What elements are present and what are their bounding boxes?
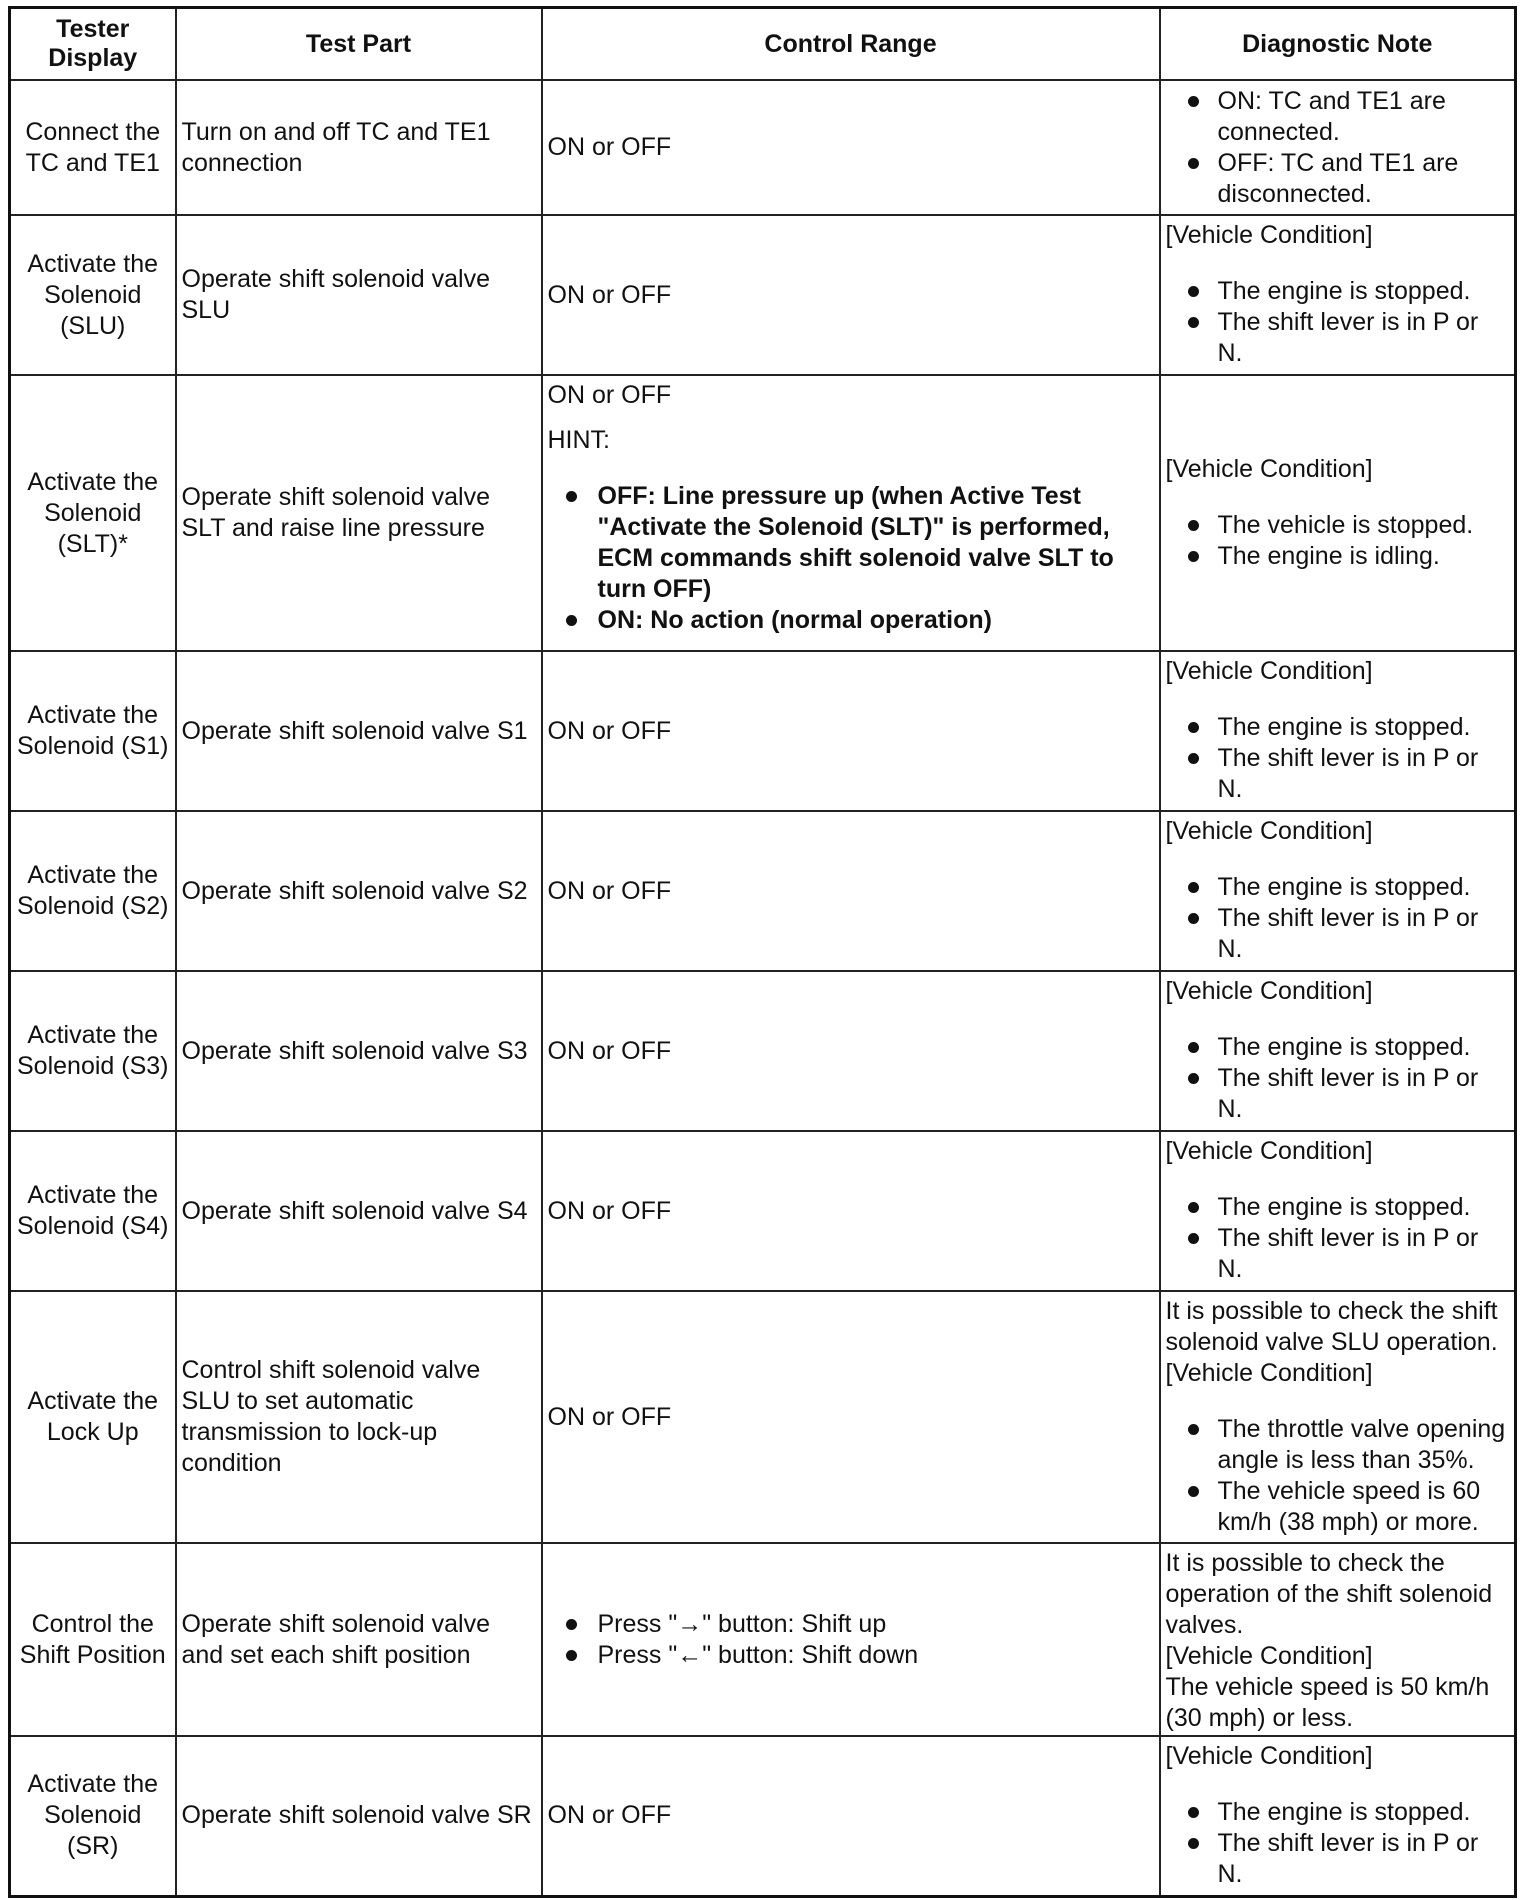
table-row [10, 1543, 1516, 1736]
hint-bullet: ON: No action (normal operation) [566, 605, 1154, 636]
vehicle-condition-label: [Vehicle Condition] [1165, 977, 1373, 1005]
diagnostic-note-cell [1160, 651, 1516, 811]
diagnostic-note-cell [1160, 1736, 1516, 1896]
note-bullet: The engine is stopped. [1188, 1797, 1510, 1828]
bullet-icon [1188, 317, 1199, 328]
note-bullet: The shift lever is in P or N. [1188, 1828, 1510, 1890]
bullet-icon [1188, 1486, 1199, 1497]
table-row [10, 375, 1516, 651]
hint-bullet-list [548, 481, 1154, 636]
table-row [10, 80, 1516, 215]
bullet-icon [1188, 722, 1199, 733]
bullet-icon [566, 1650, 577, 1661]
diagnostic-note-cell [1160, 80, 1516, 215]
diagnostic-note-cell [1160, 811, 1516, 971]
note-bullet: The engine is idling. [1188, 541, 1510, 572]
tester-display-cell: Activate the Solenoid (SLT)* [10, 375, 176, 651]
note-bullet: The engine is stopped. [1188, 872, 1510, 903]
note-bullet: The engine is stopped. [1188, 276, 1510, 307]
diagnostic-note-cell [1160, 375, 1516, 651]
bullet-icon [1188, 1838, 1199, 1849]
tester-display-cell: Connect the TC and TE1 [10, 80, 176, 215]
tester-display-cell: Activate the Solenoid (SR) [10, 1736, 176, 1896]
shift-up-bullet: Press "→" button: Shift up [566, 1609, 1154, 1640]
tester-display-cell: Activate the Solenoid (S1) [10, 651, 176, 811]
table-row [10, 1291, 1516, 1543]
note-bullet-list [1166, 86, 1510, 210]
control-range-cell [542, 1543, 1160, 1736]
control-range-cell: ON or OFF [542, 811, 1160, 971]
note-bullet: The shift lever is in P or N. [1188, 903, 1510, 965]
table-row [10, 971, 1516, 1131]
test-part-cell: Turn on and off TC and TE1 connection [176, 80, 542, 215]
note-bullet: ON: TC and TE1 are connected. [1188, 86, 1510, 148]
header-row [10, 8, 1516, 81]
bullet-icon [1188, 158, 1199, 169]
header-control-range: Control Range [542, 8, 1160, 81]
note-bullet: The shift lever is in P or N. [1188, 307, 1510, 369]
test-part-cell: Operate shift solenoid valve S1 [176, 651, 542, 811]
control-range-cell: ON or OFF [542, 1291, 1160, 1543]
control-range-cell: ON or OFF [542, 215, 1160, 375]
note-bullet: The shift lever is in P or N. [1188, 1223, 1510, 1285]
tester-display-cell: Control the Shift Position [10, 1543, 176, 1736]
note-bullet: The throttle valve opening angle is less than 35%. [1188, 1414, 1510, 1476]
header-diagnostic-note: Diagnostic Note [1160, 8, 1516, 81]
note-bullet: The vehicle speed is 60 km/h (38 mph) or more. [1188, 1476, 1510, 1538]
test-part-cell: Operate shift solenoid valve SR [176, 1736, 542, 1896]
bullet-icon [566, 491, 577, 502]
table-row [10, 811, 1516, 971]
control-range-cell: ON or OFF [542, 80, 1160, 215]
note-bullet: The vehicle is stopped. [1188, 510, 1510, 541]
note-bullet: OFF: TC and TE1 are disconnected. [1188, 148, 1510, 210]
note-bullet: The engine is stopped. [1188, 1192, 1510, 1223]
test-part-cell: Operate shift solenoid valve and set each shift position [176, 1543, 542, 1736]
bullet-icon [1188, 1073, 1199, 1084]
vehicle-condition-label: [Vehicle Condition] [1165, 1137, 1373, 1165]
control-range-cell [542, 375, 1160, 651]
vehicle-condition-label: [Vehicle Condition] [1165, 1359, 1373, 1387]
tester-display-cell: Activate the Lock Up [10, 1291, 176, 1543]
bullet-icon [1188, 1042, 1199, 1053]
diagnostic-note-cell [1160, 1543, 1516, 1736]
control-range-cell: ON or OFF [542, 651, 1160, 811]
diagnostic-note-cell [1160, 1291, 1516, 1543]
test-part-cell: Operate shift solenoid valve SLT and raise line pressure [176, 375, 542, 651]
test-part-cell: Operate shift solenoid valve SLU [176, 215, 542, 375]
note-bullet-list [1166, 276, 1510, 369]
note-bullet: The shift lever is in P or N. [1188, 1063, 1510, 1125]
note-bullet: The shift lever is in P or N. [1188, 743, 1510, 805]
table-row [10, 1736, 1516, 1896]
note-bullet-list [1166, 510, 1510, 572]
active-test-table [8, 6, 1517, 1898]
bullet-icon [1188, 520, 1199, 531]
table-row [10, 1131, 1516, 1291]
hint-label: HINT: [547, 426, 610, 454]
note-intro: It is possible to check the shift solenoid valve SLU operation. [1165, 1297, 1498, 1356]
vehicle-condition-label: [Vehicle Condition] [1165, 221, 1373, 249]
note-bullet: The engine is stopped. [1188, 712, 1510, 743]
vehicle-condition-label: [Vehicle Condition] [1165, 1742, 1373, 1770]
diagnostic-note-cell [1160, 971, 1516, 1131]
test-part-cell: Operate shift solenoid valve S2 [176, 811, 542, 971]
shift-button-list [548, 1609, 1154, 1671]
diagnostic-note-cell [1160, 215, 1516, 375]
bullet-icon [1188, 1807, 1199, 1818]
control-range-cell: ON or OFF [542, 971, 1160, 1131]
bullet-icon [1188, 882, 1199, 893]
bullet-icon [1188, 286, 1199, 297]
tester-display-cell: Activate the Solenoid (SLU) [10, 215, 176, 375]
note-bullet-list [1166, 1414, 1510, 1538]
bullet-icon [1188, 1202, 1199, 1213]
test-part-cell: Operate shift solenoid valve S4 [176, 1131, 542, 1291]
tester-display-cell: Activate the Solenoid (S2) [10, 811, 176, 971]
vehicle-condition-label: [Vehicle Condition] [1165, 1642, 1373, 1670]
diagnostic-note-cell [1160, 1131, 1516, 1291]
bullet-icon [1188, 1424, 1199, 1435]
control-range-text: ON or OFF [547, 381, 672, 409]
note-intro: It is possible to check the operation of the shift solenoid valves. [1165, 1549, 1493, 1639]
tester-display-cell: Activate the Solenoid (S3) [10, 971, 176, 1131]
test-part-cell: Operate shift solenoid valve S3 [176, 971, 542, 1131]
control-range-cell: ON or OFF [542, 1131, 1160, 1291]
header-test-part: Test Part [176, 8, 542, 81]
bullet-icon [1188, 96, 1199, 107]
vehicle-condition-label: [Vehicle Condition] [1165, 817, 1373, 845]
vehicle-condition-label: [Vehicle Condition] [1165, 657, 1373, 685]
bullet-icon [1188, 551, 1199, 562]
note-speed-condition: The vehicle speed is 50 km/h (30 mph) or less. [1165, 1673, 1490, 1732]
tester-display-cell: Activate the Solenoid (S4) [10, 1131, 176, 1291]
header-tester-display: Tester Display [10, 8, 176, 81]
test-part-cell: Control shift solenoid valve SLU to set automatic transmission to lock-up condition [176, 1291, 542, 1543]
hint-bullet: OFF: Line pressure up (when Active Test "Activate the Solenoid (SLT)" is performed, ECM commands shift solenoid valve SLT to turn OFF) [566, 481, 1154, 605]
bullet-icon [566, 1619, 577, 1630]
note-bullet-list [1166, 872, 1510, 965]
note-bullet: The engine is stopped. [1188, 1032, 1510, 1063]
table-row [10, 215, 1516, 375]
shift-down-bullet: Press "←" button: Shift down [566, 1640, 1154, 1671]
control-range-cell: ON or OFF [542, 1736, 1160, 1896]
note-bullet-list [1166, 1192, 1510, 1285]
vehicle-condition-label: [Vehicle Condition] [1165, 455, 1373, 483]
bullet-icon [566, 615, 577, 626]
note-bullet-list [1166, 1797, 1510, 1890]
bullet-icon [1188, 1233, 1199, 1244]
bullet-icon [1188, 913, 1199, 924]
table-row [10, 651, 1516, 811]
bullet-icon [1188, 753, 1199, 764]
note-bullet-list [1166, 1032, 1510, 1125]
note-bullet-list [1166, 712, 1510, 805]
